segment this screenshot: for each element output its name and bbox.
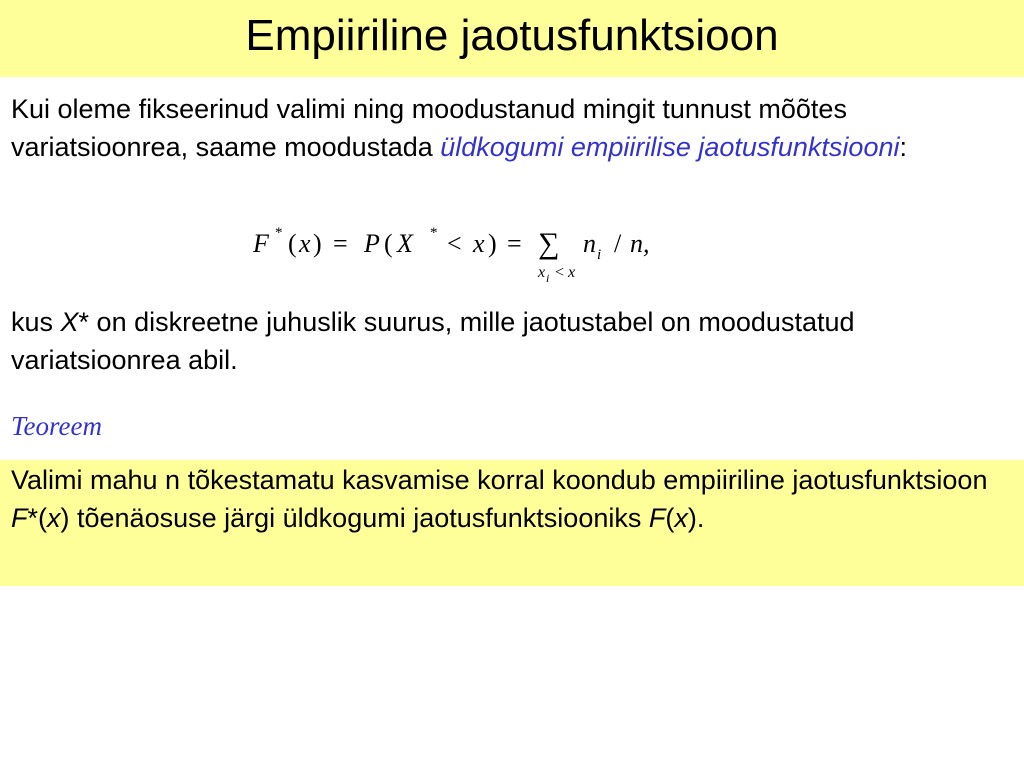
intro-emphasis: üldkogumi empiirilise jaotusfunktsiooni bbox=[440, 132, 900, 162]
formula-less-than: < bbox=[447, 229, 462, 258]
intro-text: Kui oleme fikseerinud valimi ning moodustanud mingit tunnust mõõtes variatsioonrea, saame moodustada bbox=[11, 94, 847, 162]
theorem-label: Teoreem bbox=[11, 411, 102, 441]
theorem-x-2: x bbox=[674, 503, 688, 533]
explanation-lead: kus bbox=[11, 307, 61, 337]
formula-x-2: x bbox=[473, 229, 485, 258]
theorem-part2: ) tõenäosuse järgi üldkogumi jaotusfunktsiooniks bbox=[60, 503, 649, 533]
sum-sub-x-2: x bbox=[568, 264, 576, 281]
theorem-F-star: F bbox=[11, 503, 28, 533]
formula-F: F bbox=[253, 229, 269, 258]
theorem-open-paren: ( bbox=[38, 503, 48, 533]
explanation-var-X: X bbox=[60, 307, 79, 337]
explanation-paragraph bbox=[11, 303, 1011, 379]
formula-slash: / bbox=[614, 229, 622, 258]
theorem-close: ). bbox=[687, 503, 705, 533]
formula-P: P bbox=[364, 229, 380, 258]
formula-sum: ∑ bbox=[538, 227, 560, 260]
formula-n-i: n bbox=[583, 229, 596, 258]
formula-open-paren-1: ( bbox=[288, 229, 297, 258]
formula-X: X bbox=[397, 229, 413, 258]
explanation-text: * on diskreetne juhuslik suurus, mille jaotustabel on moodustatud variatsioonrea abil. bbox=[11, 307, 855, 375]
formula-open-paren-2: ( bbox=[384, 229, 393, 258]
formula-equals-2: = bbox=[507, 229, 522, 258]
slide-title: Empiiriline jaotusfunktsioon bbox=[245, 11, 779, 60]
theorem-part1: Valimi mahu n tõkestamatu kasvamise korral koondub empiiriline jaotusfunktsioon bbox=[11, 465, 988, 495]
formula-n-i-subscript: i bbox=[597, 247, 602, 263]
formula-close-paren-2: ) bbox=[488, 229, 497, 258]
formula-n-total: n, bbox=[630, 229, 650, 258]
sum-sub-less-than: < bbox=[555, 264, 565, 281]
empirical-distribution-formula bbox=[253, 222, 693, 288]
formula-close-paren-1: ) bbox=[313, 229, 322, 258]
formula-star-2: * bbox=[430, 225, 438, 241]
sum-sub-i: i bbox=[546, 271, 550, 285]
intro-paragraph bbox=[11, 90, 1011, 166]
formula-x-1: x bbox=[299, 229, 311, 258]
theorem-star: * bbox=[27, 503, 39, 533]
formula-equals-1: = bbox=[333, 229, 348, 258]
intro-colon: : bbox=[899, 132, 907, 162]
theorem-statement bbox=[11, 461, 1016, 537]
theorem-open-paren-2: ( bbox=[665, 503, 675, 533]
sum-sub-x: x bbox=[538, 264, 546, 281]
theorem-F: F bbox=[648, 503, 666, 533]
formula-star-1: * bbox=[275, 225, 283, 241]
theorem-x: x bbox=[47, 503, 61, 533]
